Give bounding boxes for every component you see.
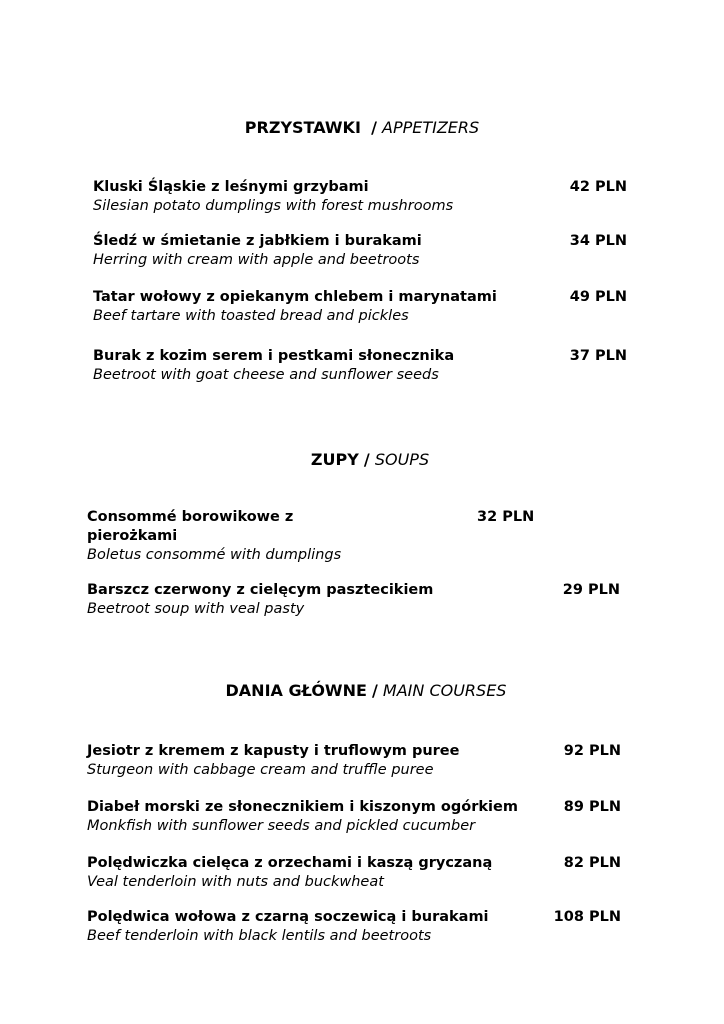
section-title-pl: PRZYSTAWKI [244, 118, 361, 137]
menu-item-name: Diabeł morski ze słonecznikiem i kiszonym ogórkiem [87, 799, 518, 815]
menu-item-name: Polędwiczka cielęca z orzechami i kaszą gryczaną [87, 855, 493, 871]
menu-item-price: 89 PLN [563, 799, 621, 815]
menu-item-price: 32 PLN [477, 509, 535, 525]
menu-item-description: Boletus consommé with dumplings [87, 547, 342, 563]
menu-item [93, 232, 422, 270]
section-title-soups [8, 450, 724, 470]
menu-item-name: Barszcz czerwony z cielęcym pasztecikiem [87, 582, 434, 598]
menu-item-description: Veal tenderloin with nuts and buckwheat [87, 874, 384, 890]
section-title-en: MAIN COURSES [382, 681, 507, 700]
menu-item-name-line1: Consommé borowikowe z [87, 509, 294, 525]
menu-item-name: Tatar wołowy z opiekanym chlebem i marynatami [93, 289, 497, 305]
menu-item-name: Polędwica wołowa z czarną soczewicą i burakami [87, 909, 489, 925]
menu-item-price: 92 PLN [563, 743, 621, 759]
menu-item [87, 854, 492, 892]
menu-item-name: Burak z kozim serem i pestkami słonecznika [93, 348, 455, 364]
section-title-pl: DANIA GŁÓWNE [225, 681, 367, 700]
menu-item-description: Beetroot with goat cheese and sunflower seeds [93, 367, 439, 383]
menu-item-name-line2: pierożkami [87, 528, 178, 544]
section-title-en: SOUPS [374, 450, 430, 469]
menu-item-price: 49 PLN [569, 289, 627, 305]
menu-item [93, 347, 454, 385]
menu-item-description: Beef tartare with toasted bread and pickles [93, 308, 409, 324]
menu-item [87, 742, 459, 780]
menu-item-description: Beef tenderloin with black lentils and beetroots [87, 928, 432, 944]
section-title-pl: ZUPY [310, 450, 359, 469]
menu-item-description: Silesian potato dumplings with forest mushrooms [93, 198, 454, 214]
menu-item [87, 508, 341, 565]
section-title-separator: / [371, 118, 377, 137]
menu-item-price: 29 PLN [562, 582, 620, 598]
menu-item [87, 798, 518, 836]
section-title-main-courses [4, 681, 724, 701]
menu-item [87, 908, 489, 946]
menu-item-description: Monkfish with sunflower seeds and pickled cucumber [87, 818, 476, 834]
menu-item-price: 34 PLN [569, 233, 627, 249]
section-title-separator: / [371, 681, 378, 700]
section-title-en: APPETIZERS [382, 118, 480, 137]
menu-item-description: Sturgeon with cabbage cream and truffle puree [87, 762, 434, 778]
menu-item [93, 288, 497, 326]
menu-item-price: 108 PLN [553, 909, 621, 925]
menu-item-price: 82 PLN [563, 855, 621, 871]
menu-item-name: Śledź w śmietanie z jabłkiem i burakami [93, 233, 422, 249]
menu-item [93, 178, 453, 216]
section-title-separator: / [363, 450, 370, 469]
menu-item-description: Beetroot soup with veal pasty [87, 601, 305, 617]
menu-item [87, 581, 433, 619]
menu-item-name: Jesiotr z kremem z kapusty i truflowym puree [87, 743, 460, 759]
menu-item-price: 42 PLN [569, 179, 627, 195]
menu-item-description: Herring with cream with apple and beetroots [93, 252, 420, 268]
menu-item-price: 37 PLN [569, 348, 627, 364]
section-title-appetizers [0, 118, 724, 138]
menu-item-name: Kluski Śląskie z leśnymi grzybami [93, 179, 369, 195]
